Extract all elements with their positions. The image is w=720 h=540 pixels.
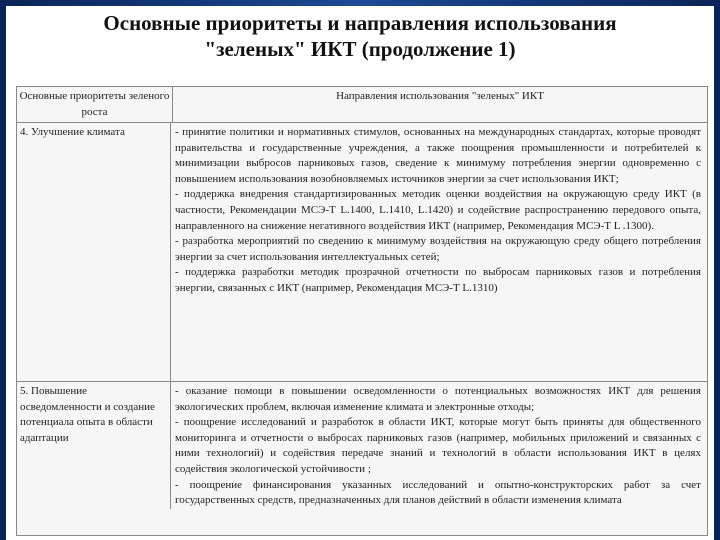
slide-panel (6, 6, 714, 540)
direction-item: - поощрение финансирования указанных исследований и опытно-конструкторских работ за счет государственных средств, предназначенных для планов действий в области изменения климата (175, 478, 701, 507)
priority-cell: 4. Улучшение климата (17, 123, 171, 381)
priority-cell: 5. Повышение осведомленности и создание потенциала опыта в области адаптации (17, 382, 171, 509)
direction-item: - поощрение исследований и разработок в области ИКТ, которые могут быть приняты для общественного мониторинга и отчетности о выбросах парниковых газов (например, мобильных приложений и связанных с ними технологий) и содействия передаче знаний и технологий в области использования ИКТ в целях содействия экологической устойчивости ; (175, 416, 701, 475)
directions-cell (171, 382, 707, 509)
header-directions: Направления использования "зеленых" ИКТ (336, 90, 544, 102)
direction-item: - принятие политики и нормативных стимулов, основанных на международных стандартах, которые проводят правительства и государственные учреждения, а также поощрения промышленности и потребителей к минимизации выбросов парниковых газов, сведение к минимуму потребления энергии одновременно с повышением использования возобновляемых источников энергии за счет использования ИКТ; (175, 126, 701, 185)
directions-cell (171, 123, 707, 381)
direction-item: - поддержка внедрения стандартизированных методик оценки воздействия на окружающую среду ИКТ (в частности, Рекомендации МСЭ-Т L.1400, L.1410, L.1420) и содействие распространению передового опыта, направленного на снижение негативного воздействия ИКТ (например, Рекомендация МСЭ-Т L .1300). (175, 188, 701, 232)
title-line-2: "зеленых" ИКТ (продолжение 1) (204, 37, 516, 61)
priorities-table (16, 86, 708, 536)
table-header-row (17, 87, 707, 123)
direction-item: - разработка мероприятий по сведению к минимуму воздействия на окружающую среду общего потребления энергии за счет использования интеллектуальных сетей; (175, 235, 701, 263)
direction-item: - поддержка разработки методик прозрачной отчетности по выбросам парниковых газов и потребления энергии, связанных с ИКТ (например, Рекомендация МСЭ-Т L.1310) (175, 266, 701, 294)
slide-title (6, 10, 714, 62)
header-priorities: Основные приоритеты зеленого роста (17, 87, 173, 122)
table-row (17, 123, 707, 382)
title-line-1: Основные приоритеты и направления использования (103, 11, 617, 35)
direction-item: - оказание помощи в повышении осведомленности о потенциальных возможностях ИКТ для решения экологических проблем, включая изменение климата и электронные отходы; (175, 385, 701, 413)
table-row (17, 382, 707, 509)
